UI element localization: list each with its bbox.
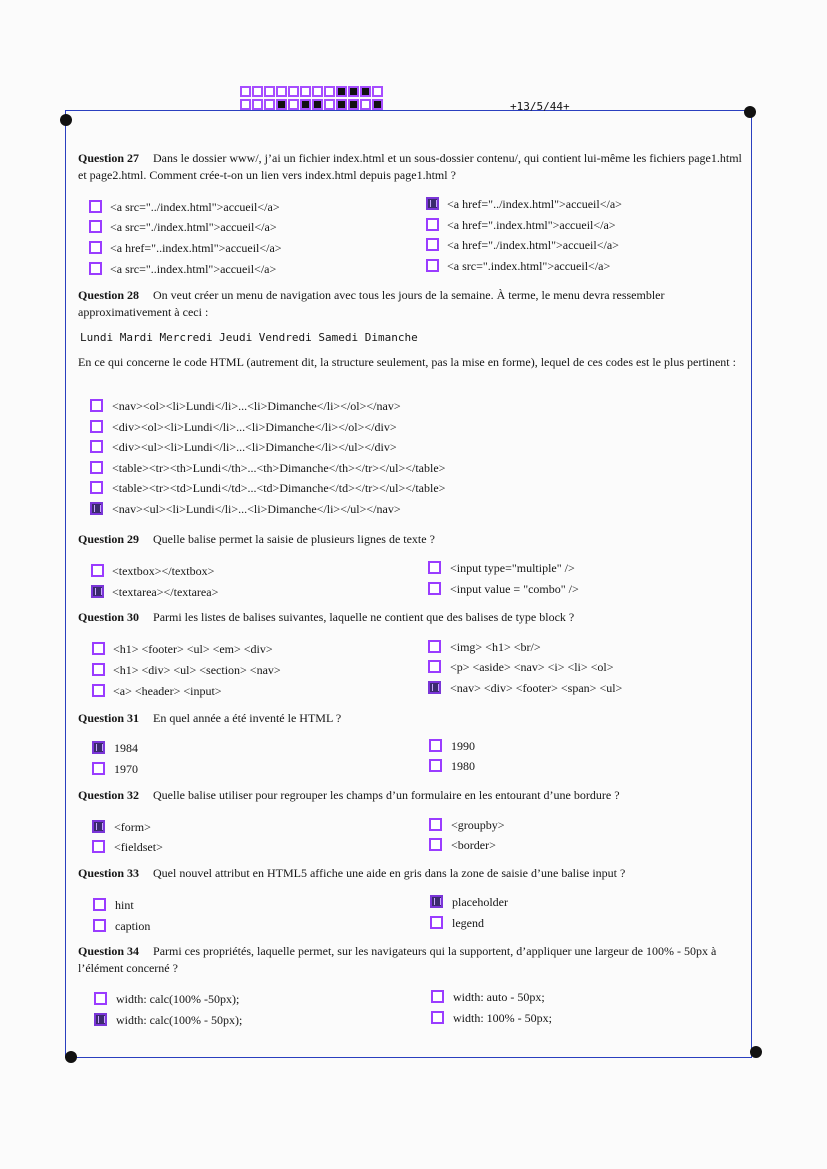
id-cell	[252, 86, 263, 97]
option-label: <fieldset>	[114, 840, 163, 854]
checkbox[interactable]	[90, 461, 103, 474]
id-cell	[336, 99, 347, 110]
option-label: <a src="..index.html">accueil</a>	[110, 262, 277, 276]
question-34	[78, 943, 743, 977]
question-number: Question 30	[78, 610, 140, 624]
option-label: <border>	[451, 838, 496, 852]
id-cell	[372, 86, 383, 97]
checkbox[interactable]	[90, 399, 103, 412]
question-text: Parmi ces propriétés, laquelle permet, sur les navigateurs qui la supportent, d’appliquer une largeur de 100% - 50px à l’élément concerné ?	[78, 944, 717, 975]
option-label: width: auto - 50px;	[453, 990, 545, 1004]
checkbox[interactable]	[89, 220, 102, 233]
option-label: width: calc(100% - 50px);	[116, 1013, 243, 1027]
option-label: width: calc(100% -50px);	[116, 992, 240, 1006]
id-cell	[252, 99, 263, 110]
checkbox[interactable]	[92, 642, 105, 655]
option-label: <a href="../index.html">accueil</a>	[447, 197, 622, 211]
option-label: <table><tr><td>Lundi</td>...<td>Dimanche</td></tr></ul></table>	[112, 481, 446, 495]
checkbox[interactable]	[428, 582, 441, 595]
checkbox-checked[interactable]	[426, 197, 439, 210]
checkbox[interactable]	[431, 1011, 444, 1024]
id-grid-row	[240, 86, 383, 97]
question-30	[78, 609, 743, 626]
checkbox[interactable]	[426, 238, 439, 251]
option-label: <a> <header> <input>	[113, 684, 222, 698]
question-number: Question 27	[78, 151, 140, 165]
option-label: <a src="./index.html">accueil</a>	[110, 220, 277, 234]
option-label: <div><ul><li>Lundi</li>...<li>Dimanche</li></ul></div>	[112, 440, 397, 454]
question-number: Question 29	[78, 532, 140, 546]
checkbox[interactable]	[431, 990, 444, 1003]
question-28	[78, 287, 743, 321]
checkbox[interactable]	[426, 259, 439, 272]
checkbox[interactable]	[93, 919, 106, 932]
option-label: placeholder	[452, 895, 508, 909]
question-text: Quelle balise permet la saisie de plusieurs lignes de texte ?	[153, 532, 435, 546]
question-31	[78, 710, 743, 727]
id-cell	[348, 99, 359, 110]
checkbox-checked[interactable]	[94, 1013, 107, 1026]
student-id-grid	[240, 86, 383, 112]
checkbox-checked[interactable]	[428, 681, 441, 694]
question-32	[78, 787, 743, 804]
question-27	[78, 150, 743, 184]
checkbox[interactable]	[92, 663, 105, 676]
option-label: 1980	[451, 759, 475, 773]
question-33	[78, 865, 743, 882]
checkbox[interactable]	[430, 916, 443, 929]
checkbox[interactable]	[429, 838, 442, 851]
checkbox[interactable]	[94, 992, 107, 1005]
id-cell	[348, 86, 359, 97]
corner-marker-top-right	[744, 106, 756, 118]
id-cell	[276, 99, 287, 110]
checkbox-checked[interactable]	[91, 585, 104, 598]
option-label: <table><tr><th>Lundi</th>...<th>Dimanche</th></tr></ul></table>	[112, 461, 446, 475]
id-cell	[288, 99, 299, 110]
question-number: Question 34	[78, 944, 140, 958]
option-label: <a src="../index.html">accueil</a>	[110, 200, 280, 214]
option-label: 1984	[114, 741, 138, 755]
question-number: Question 31	[78, 711, 140, 725]
checkbox[interactable]	[92, 762, 105, 775]
option-label: <nav><ol><li>Lundi</li>...<li>Dimanche</li></ol></nav>	[112, 399, 401, 413]
id-cell	[360, 99, 371, 110]
checkbox[interactable]	[426, 218, 439, 231]
id-cell	[264, 86, 275, 97]
id-cell	[240, 99, 251, 110]
checkbox[interactable]	[92, 840, 105, 853]
option-label: <a href="./index.html">accueil</a>	[447, 238, 619, 252]
checkbox[interactable]	[429, 739, 442, 752]
option-label: <textarea></textarea>	[112, 585, 219, 599]
checkbox[interactable]	[429, 818, 442, 831]
option-label: <a href="..index.html">accueil</a>	[110, 241, 282, 255]
option-label: <a href=".index.html">accueil</a>	[447, 218, 616, 232]
menu-example: Lundi Mardi Mercredi Jeudi Vendredi Samedi Dimanche	[80, 331, 418, 344]
id-cell	[264, 99, 275, 110]
option-label: caption	[115, 919, 151, 933]
option-label: <nav><ul><li>Lundi</li>...<li>Dimanche</li></ul></nav>	[112, 502, 401, 516]
option-label: <h1> <footer> <ul> <em> <div>	[113, 642, 273, 656]
id-cell	[300, 86, 311, 97]
checkbox-checked[interactable]	[92, 741, 105, 754]
checkbox[interactable]	[92, 684, 105, 697]
checkbox[interactable]	[429, 759, 442, 772]
checkbox[interactable]	[89, 241, 102, 254]
option-label: <input value = "combo" />	[450, 582, 579, 596]
question-number: Question 32	[78, 788, 140, 802]
option-label: <textbox></textbox>	[112, 564, 215, 578]
question-text: Quel nouvel attribut en HTML5 affiche une aide en gris dans la zone de saisie d’une balise input ?	[153, 866, 626, 880]
option-label: legend	[452, 916, 484, 930]
option-label: 1990	[451, 739, 475, 753]
id-cell	[312, 86, 323, 97]
option-label: <form>	[114, 820, 151, 834]
id-cell	[288, 86, 299, 97]
corner-marker-bottom-right	[750, 1046, 762, 1058]
checkbox[interactable]	[89, 200, 102, 213]
question-text: Quelle balise utiliser pour regrouper les champs d’un formulaire en les entourant d’une bordure ?	[153, 788, 620, 802]
option-label: <groupby>	[451, 818, 505, 832]
option-label: <h1> <div> <ul> <section> <nav>	[113, 663, 281, 677]
checkbox-checked[interactable]	[92, 820, 105, 833]
corner-marker-top-left	[60, 114, 72, 126]
corner-marker-bottom-left	[65, 1051, 77, 1063]
question-text: On veut créer un menu de navigation avec tous les jours de la semaine. À terme, le menu devra ressembler approximativement à ceci :	[78, 288, 665, 319]
option-label: <input type="multiple" />	[450, 561, 575, 575]
checkbox[interactable]	[428, 561, 441, 574]
checkbox[interactable]	[90, 440, 103, 453]
question-text: Dans le dossier www/, j’ai un fichier index.html et un sous-dossier contenu/, qui contient lui-même les fichiers page1.html et page2.html. Comment crée-t-on un lien vers index.html depuis page1.html ?	[78, 151, 742, 182]
id-cell	[300, 99, 311, 110]
checkbox[interactable]	[90, 481, 103, 494]
checkbox[interactable]	[93, 898, 106, 911]
checkbox-checked[interactable]	[90, 502, 103, 515]
option-label: width: 100% - 50px;	[453, 1011, 552, 1025]
option-label: <a src=".index.html">accueil</a>	[447, 259, 611, 273]
checkbox[interactable]	[90, 420, 103, 433]
question-number: Question 33	[78, 866, 140, 880]
checkbox[interactable]	[89, 262, 102, 275]
option-label: <img> <h1> <br/>	[450, 640, 541, 654]
option-label: 1970	[114, 762, 138, 776]
question-number: Question 28	[78, 288, 140, 302]
id-cell	[276, 86, 287, 97]
id-cell	[372, 99, 383, 110]
option-label: <div><ol><li>Lundi</li>...<li>Dimanche</li></ol></div>	[112, 420, 397, 434]
option-label: <nav> <div> <footer> <span> <ul>	[450, 681, 623, 695]
id-cell	[360, 86, 371, 97]
id-cell	[312, 99, 323, 110]
option-label: hint	[115, 898, 134, 912]
question-28-detail: En ce qui concerne le code HTML (autrement dit, la structure seulement, pas la mise en forme), lequel de ces codes est le plus pertinent :	[78, 355, 736, 369]
id-cell	[336, 86, 347, 97]
id-grid-row	[240, 99, 383, 110]
question-text: Parmi les listes de balises suivantes, laquelle ne contient que des balises de type block ?	[153, 610, 575, 624]
checkbox[interactable]	[428, 640, 441, 653]
checkbox[interactable]	[428, 660, 441, 673]
question-text: En quel année a été inventé le HTML ?	[153, 711, 342, 725]
id-cell	[324, 86, 335, 97]
question-29	[78, 531, 743, 548]
option-label: <p> <aside> <nav> <i> <li> <ol>	[450, 660, 614, 674]
page-identifier: +13/5/44+	[510, 100, 570, 113]
checkbox[interactable]	[91, 564, 104, 577]
id-cell	[240, 86, 251, 97]
id-cell	[324, 99, 335, 110]
checkbox-checked[interactable]	[430, 895, 443, 908]
